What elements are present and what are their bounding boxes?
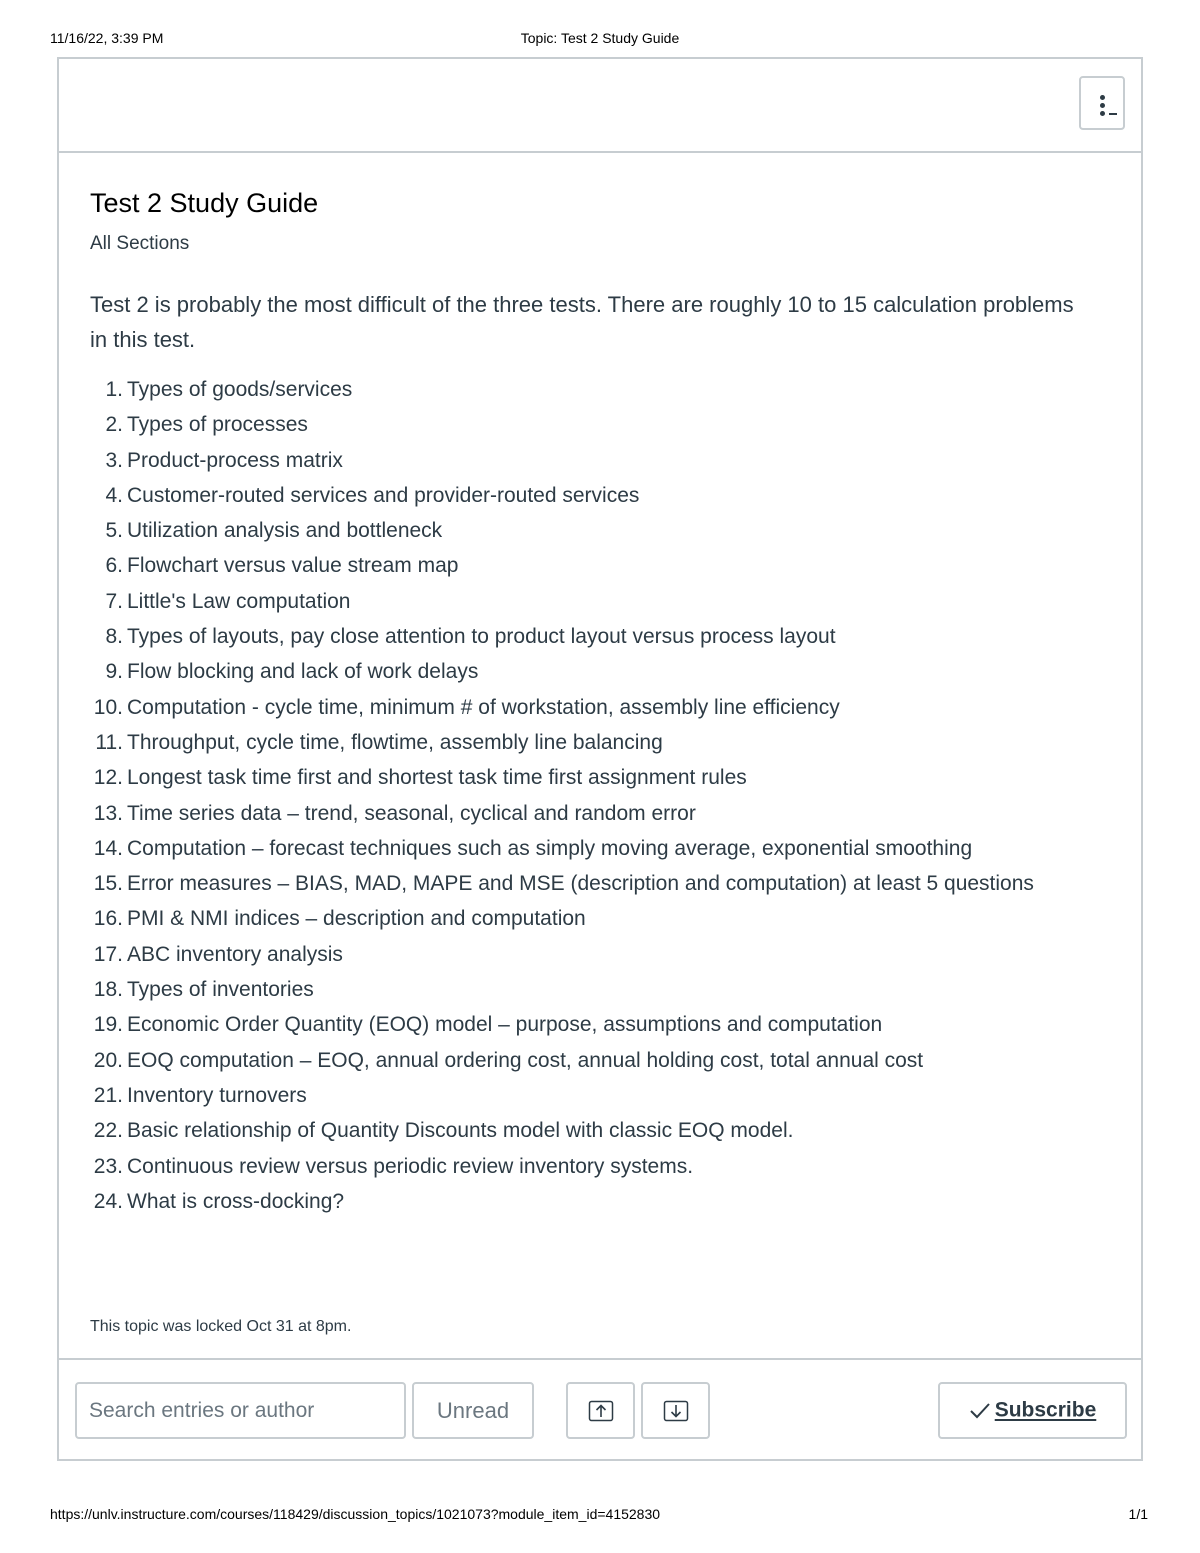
list-item-number: 3.	[105, 448, 123, 472]
topic-options-button[interactable]	[1079, 76, 1125, 130]
list-item	[90, 548, 1100, 583]
list-item-text: PMI & NMI indices – description and computation	[127, 907, 586, 931]
list-item-number: 24.	[93, 1189, 123, 1213]
topic-sections: All Sections	[90, 233, 190, 254]
list-item	[90, 584, 1100, 619]
unread-filter-button[interactable]: Unread	[412, 1382, 534, 1439]
arrow-up-box-icon	[588, 1400, 614, 1422]
list-item	[90, 1007, 1100, 1042]
list-item-number: 18.	[93, 978, 123, 1002]
list-item	[90, 937, 1100, 972]
print-header	[50, 30, 1150, 50]
list-item	[90, 478, 1100, 513]
list-item-text: ABC inventory analysis	[127, 942, 343, 966]
collapse-replies-button[interactable]	[566, 1382, 635, 1439]
list-item-number: 20.	[93, 1048, 123, 1072]
print-page-title: Topic: Test 2 Study Guide	[520, 30, 680, 46]
print-page-number: 1/1	[1128, 1506, 1148, 1522]
list-item-number: 1.	[105, 378, 123, 401]
discussion-topbar	[59, 59, 1141, 153]
subscribe-label: Subscribe	[994, 1398, 1097, 1422]
list-item-text: EOQ computation – EOQ, annual ordering cost, annual holding cost, total annual cost	[127, 1048, 924, 1072]
list-item-number: 7.	[105, 589, 123, 613]
discussion-frame	[57, 57, 1143, 1461]
list-item-text: Flowchart versus value stream map	[127, 554, 459, 578]
list-item	[90, 1043, 1100, 1078]
list-item-number: 14.	[93, 836, 123, 860]
page-title: Test 2 Study Guide	[90, 188, 319, 218]
list-item	[90, 1184, 1100, 1219]
list-item	[90, 1078, 1100, 1113]
list-item	[90, 1113, 1100, 1148]
list-item	[90, 831, 1100, 866]
list-item-text: Types of goods/services	[127, 378, 353, 401]
locked-notice: This topic was locked Oct 31 at 8pm.	[90, 1318, 352, 1335]
list-item-text: Time series data – trend, seasonal, cyclical and random error	[127, 801, 696, 825]
list-item-text: Customer-routed services and provider-routed services	[127, 483, 640, 507]
discussion-toolbar	[59, 1358, 1141, 1461]
list-item-number: 12.	[93, 766, 123, 790]
topic-intro: Test 2 is probably the most difficult of the three tests. There are roughly 10 to 15 calculation problems in this test.	[90, 292, 1074, 352]
list-item-number: 15.	[93, 872, 123, 896]
list-item-number: 17.	[93, 942, 123, 966]
list-item	[90, 443, 1100, 478]
list-item	[90, 760, 1100, 795]
list-item-number: 13.	[93, 801, 123, 825]
list-item-number: 6.	[105, 554, 123, 578]
expand-replies-button[interactable]	[641, 1382, 710, 1439]
list-item	[90, 654, 1100, 689]
print-footer	[50, 1506, 1148, 1526]
list-item-number: 4.	[105, 483, 123, 507]
list-item-text: Economic Order Quantity (EOQ) model – purpose, assumptions and computation	[127, 1013, 883, 1037]
arrow-down-box-icon	[663, 1400, 689, 1422]
list-item	[90, 725, 1100, 760]
list-item	[90, 901, 1100, 936]
list-item	[90, 407, 1100, 442]
list-item-number: 9.	[105, 660, 123, 684]
list-item	[90, 690, 1100, 725]
list-item-number: 8.	[105, 625, 123, 649]
list-item-text: Longest task time first and shortest task time first assignment rules	[127, 766, 747, 790]
list-item-text: Continuous review versus periodic review inventory systems.	[127, 1154, 694, 1178]
list-item-text: Product-process matrix	[127, 448, 343, 472]
list-item	[90, 796, 1100, 831]
list-item	[90, 972, 1100, 1007]
list-item-text: Utilization analysis and bottleneck	[127, 519, 443, 543]
print-url: https://unlv.instructure.com/courses/118429/discussion_topics/1021073?module_item_id=4152830	[50, 1506, 661, 1522]
list-item-number: 10.	[93, 695, 123, 719]
list-item-text: Types of processes	[127, 413, 308, 437]
list-item-text: Flow blocking and lack of work delays	[127, 660, 479, 684]
list-item-text: Computation - cycle time, minimum # of workstation, assembly line efficiency	[127, 695, 840, 719]
list-item-text: Inventory turnovers	[127, 1083, 307, 1107]
list-item-number: 11.	[95, 730, 123, 754]
list-item-text: Little's Law computation	[127, 589, 351, 613]
list-item	[90, 619, 1100, 654]
list-item-text: What is cross-docking?	[127, 1189, 345, 1213]
list-item-number: 2.	[105, 413, 123, 437]
list-item-text: Throughput, cycle time, flowtime, assembly line balancing	[127, 730, 663, 754]
list-item-number: 5.	[105, 519, 123, 543]
list-item-text: Types of layouts, pay close attention to product layout versus process layout	[127, 625, 836, 649]
study-topic-list	[90, 372, 1100, 1219]
list-item-number: 22.	[93, 1119, 123, 1143]
subscribe-button[interactable]	[938, 1382, 1127, 1439]
check-icon	[969, 1402, 991, 1420]
print-datetime: 11/16/22, 3:39 PM	[50, 30, 164, 46]
list-item-number: 19.	[93, 1013, 123, 1037]
list-item-number: 23.	[93, 1154, 123, 1178]
list-item-text: Error measures – BIAS, MAD, MAPE and MSE (description and computation) at least 5 questions	[127, 872, 1034, 896]
list-item	[90, 513, 1100, 548]
list-item-text: Types of inventories	[127, 978, 314, 1002]
list-item	[90, 866, 1100, 901]
list-item-number: 21.	[93, 1083, 123, 1107]
list-item-text: Basic relationship of Quantity Discounts model with classic EOQ model.	[127, 1119, 794, 1143]
list-item-text: Computation – forecast techniques such as simply moving average, exponential smoothing	[127, 836, 973, 860]
search-input[interactable]	[75, 1382, 406, 1439]
list-item-number: 16.	[93, 907, 123, 931]
list-item	[90, 1149, 1100, 1184]
list-item	[90, 372, 1100, 407]
